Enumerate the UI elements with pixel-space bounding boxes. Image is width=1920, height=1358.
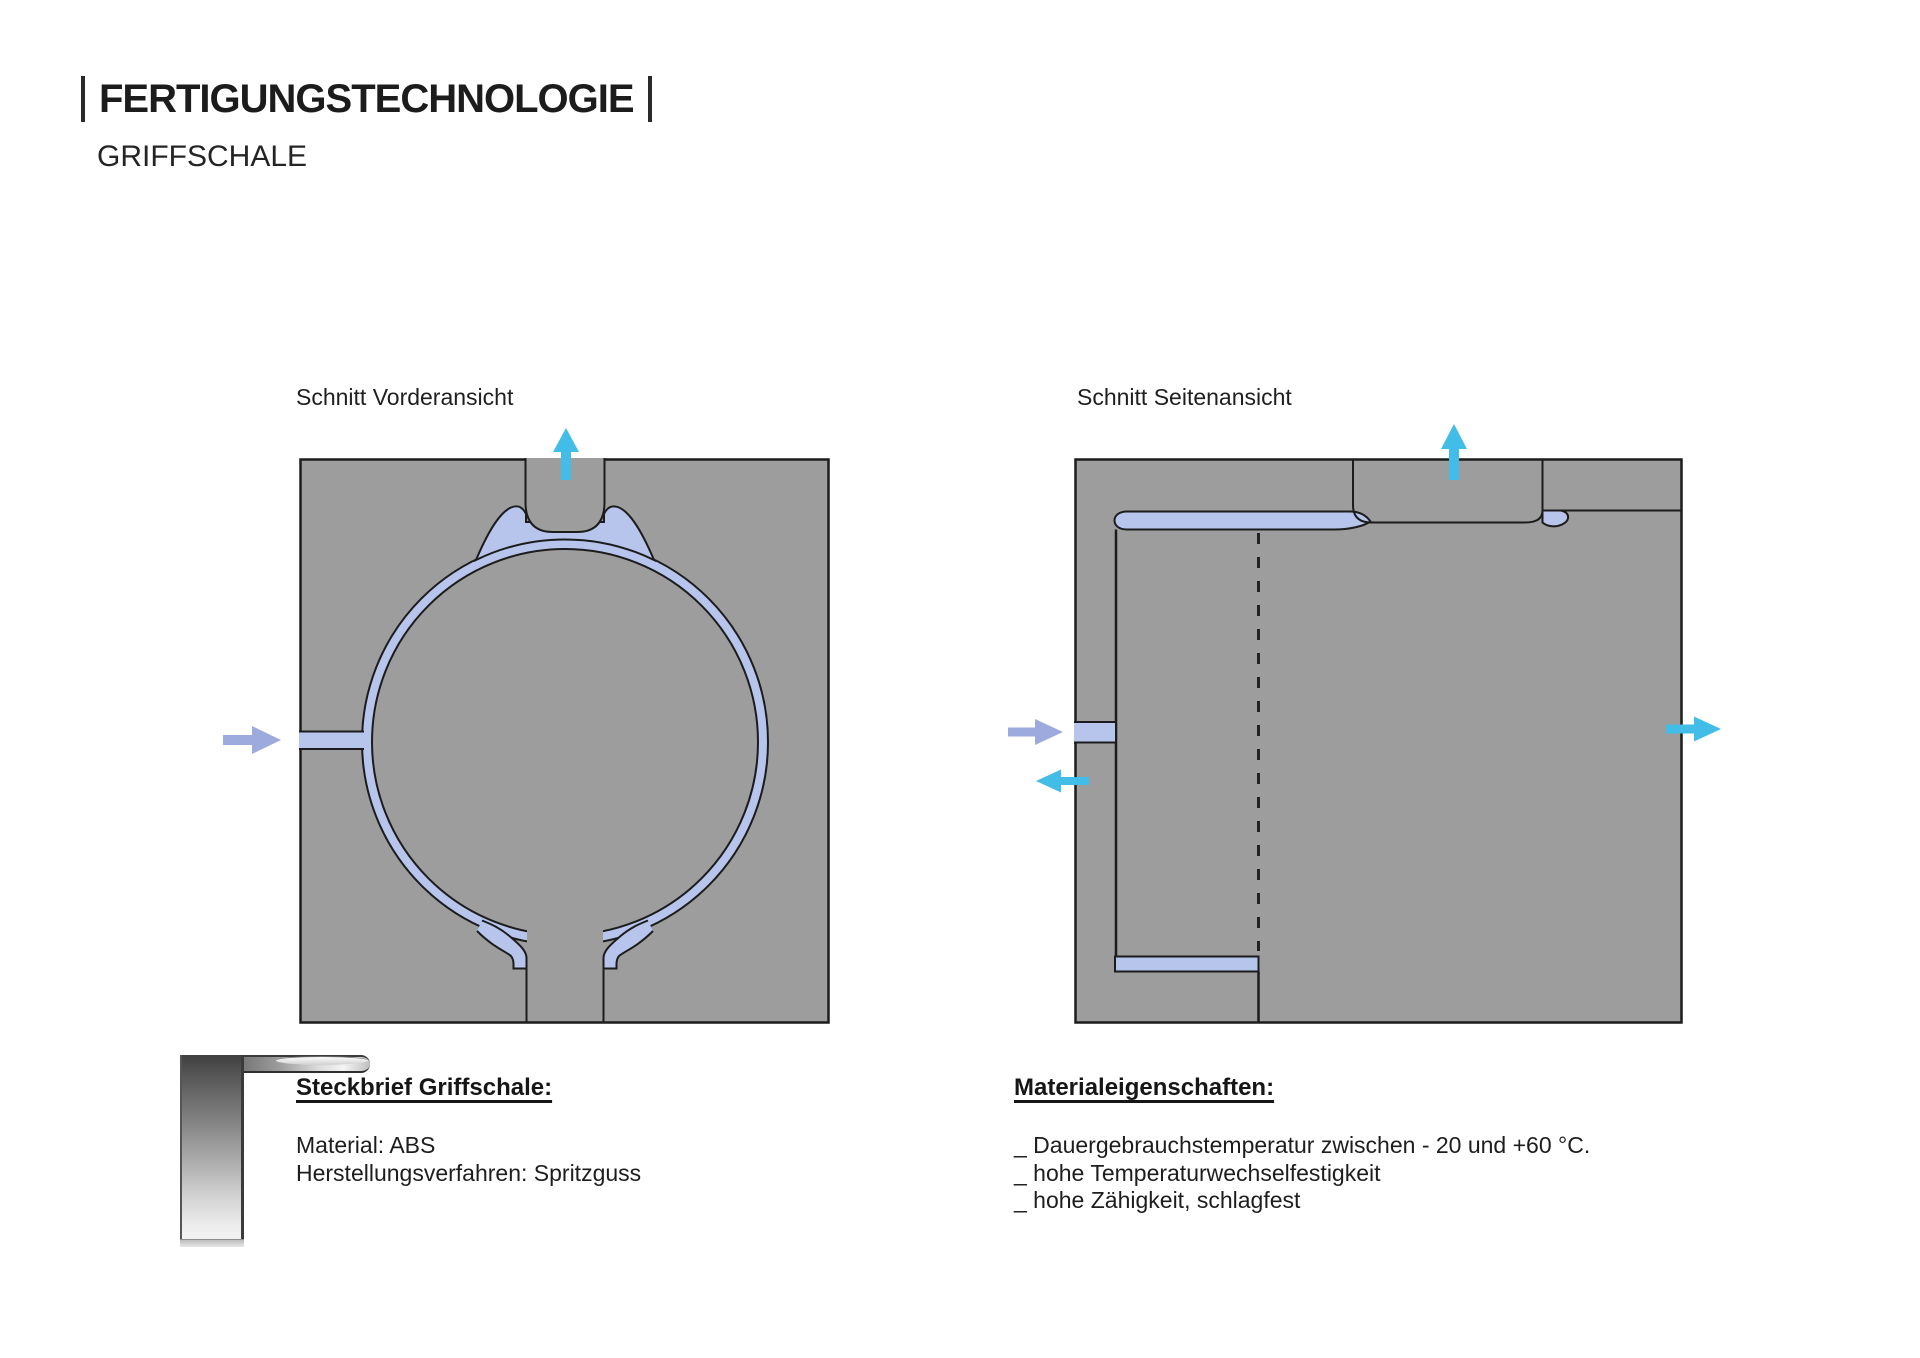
material-heading: Materialeigenschaften: bbox=[1014, 1074, 1275, 1101]
material-line-cycling: _ hohe Temperaturwechselfestigkeit bbox=[1014, 1159, 1381, 1186]
profile-line-process: Herstellungsverfahren: Spritzguss bbox=[296, 1159, 642, 1186]
profile-info-block bbox=[296, 1074, 641, 1187]
side-part-end-wedge bbox=[1543, 511, 1569, 527]
side-view-label: Schnitt Seitenansicht bbox=[1077, 384, 1292, 410]
page-title: FERTIGUNGSTECHNOLOGIE bbox=[99, 76, 634, 121]
griffschale-strip bbox=[180, 1055, 244, 1247]
side-part-bottom-rim bbox=[1115, 957, 1259, 972]
profile-heading: Steckbrief Griffschale: bbox=[296, 1074, 553, 1101]
side-part-top-wall bbox=[1115, 512, 1371, 530]
material-line-toughness: _ hohe Zähigkeit, schlagfest bbox=[1014, 1187, 1301, 1213]
material-line-temperature: _ Dauergebrauchstemperatur zwischen - 20 und +60 °C. bbox=[1014, 1132, 1591, 1158]
injection-arrow-icon bbox=[1008, 719, 1063, 745]
front-view-label: Schnitt Vorderansicht bbox=[296, 384, 514, 410]
side-sprue-stub bbox=[1074, 723, 1115, 743]
griffschale-strip-cap bbox=[180, 1239, 244, 1247]
injection-arrow-icon bbox=[223, 726, 281, 754]
griffschale-flange-highlight bbox=[276, 1056, 368, 1065]
side-mold-block bbox=[1076, 460, 1682, 1023]
front-ring-bottom-gap bbox=[527, 926, 603, 984]
material-info-block bbox=[1014, 1074, 1590, 1215]
side-view-diagram bbox=[1008, 424, 1721, 1023]
page-subtitle: GRIFFSCHALE bbox=[97, 140, 308, 173]
front-view-diagram bbox=[223, 428, 829, 1023]
profile-line-material: Material: ABS bbox=[296, 1132, 436, 1158]
front-sprue-channel bbox=[299, 732, 370, 749]
